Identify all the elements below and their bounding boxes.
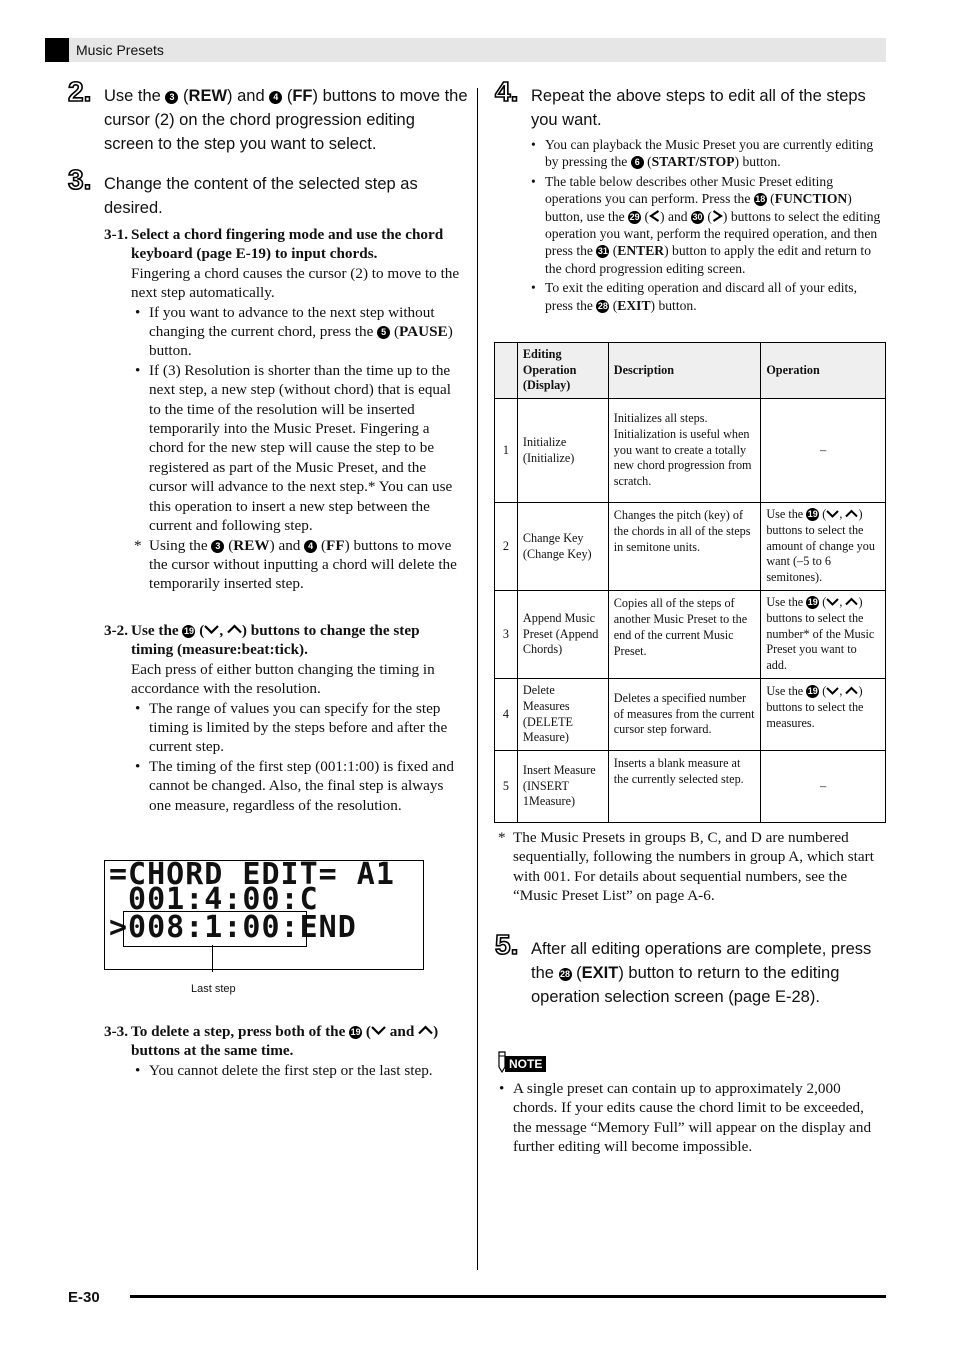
asterisk-note	[495, 828, 883, 906]
step-2-part: ) and	[227, 87, 270, 105]
section-title: Music Presets	[76, 42, 164, 58]
ff-key-label: FF	[326, 536, 345, 554]
lcd-line-2: 001:4:00:C	[109, 882, 319, 917]
text: (	[819, 684, 827, 698]
button-number-badge: 19	[350, 1027, 361, 1037]
list-item: • If (3) Resolution is shorter than the time up to the next step, a new step (without chord) that is equal to the time of the resolution will be inserted temporarily into the Music Preset. Fingering a chord for the new step will cause the step to be registered as part of the Music Preset, and the cursor will advance to the next step.* You can use this operation to insert a new step between the current and following step.	[131, 361, 464, 536]
text: ) button.	[650, 297, 697, 313]
up-arrow-icon	[845, 686, 858, 695]
text: (	[317, 536, 327, 554]
operation-description: Copies all of the steps of another Music Preset to the end of the current Music Preset.	[608, 591, 761, 679]
row-number: 1	[495, 399, 518, 503]
text: (	[571, 964, 582, 982]
step-4-bullets	[527, 136, 883, 314]
left-arrow-icon	[649, 210, 660, 222]
text: (	[195, 622, 205, 639]
table-row	[495, 591, 886, 679]
text: (	[819, 506, 827, 521]
text: ) button to apply the edit and return to the chord progression editing screen.	[545, 243, 872, 276]
section-header	[45, 38, 886, 62]
button-number-badge: 3	[165, 91, 178, 104]
substep-heading: Select a chord fingering mode and use the chord keyboard (page E-19) to input chords.	[131, 226, 444, 263]
substep-3-1	[104, 225, 464, 594]
text: The Music Presets in groups B, C, and D are numbered sequentially, following the numbers in group A, which start with 001. For details about sequential numbers, see the “Music Preset List” on page A-6.	[513, 829, 874, 905]
text: ) button.	[149, 323, 453, 360]
table-header-cell	[495, 343, 518, 399]
text: ) buttons to change the step timing (measure:beat:tick).	[131, 622, 420, 659]
text: ) buttons to select the amount of change you want (–5 to 6 semitones).	[766, 506, 875, 585]
text: The table below describes other Music Preset editing operations you can perform. Press the	[545, 173, 834, 207]
exit-key-label: EXIT	[581, 964, 619, 982]
step-2-part: (	[282, 87, 293, 105]
step-3-number: 3.	[68, 164, 92, 195]
pause-key-label: PAUSE	[399, 323, 448, 341]
button-number-badge: 5	[377, 326, 390, 339]
substep-label: 3-3.	[104, 1023, 129, 1040]
operation-instruction: Use the 19 ( , ) buttons to select the measures.	[761, 679, 886, 751]
operation-instruction: –	[761, 751, 886, 823]
down-arrow-icon	[371, 1025, 386, 1035]
asterisk-mark: *	[134, 536, 142, 554]
step-2-part: Use the	[104, 87, 166, 105]
button-number-badge: 28	[597, 300, 608, 311]
operation-name: Append Music Preset (Append Chords)	[517, 591, 608, 679]
text: (	[703, 208, 712, 224]
row-number: 3	[495, 591, 518, 679]
substep-label: 3-1.	[104, 226, 129, 243]
table-row	[495, 503, 886, 591]
text: You can playback the Music Preset you are currently editing by pressing the	[545, 137, 874, 170]
column-divider	[477, 88, 478, 1270]
list-item: • You cannot delete the first step or the last step.	[131, 1061, 464, 1080]
table-row	[495, 399, 886, 503]
text: ) button.	[734, 154, 781, 170]
table-row	[495, 679, 886, 751]
text: (	[609, 243, 618, 259]
step-4-number: 4.	[495, 76, 519, 107]
text: (	[224, 536, 234, 554]
operation-instruction: Use the 19 ( , ) buttons to select the number* of the Music Preset you want to add.	[761, 591, 886, 679]
header-marker	[45, 38, 69, 62]
list-item	[527, 279, 883, 314]
substep-text: Fingering a chord causes the cursor (2) to move to the next step automatically.	[131, 264, 460, 302]
button-number-badge: 19	[183, 626, 194, 636]
text: Use the	[766, 594, 807, 609]
step-3-text: Change the content of the selected step as desired.	[104, 175, 418, 217]
substep-text: Each press of either button changing the timing in accordance with the resolution.	[131, 660, 435, 698]
up-arrow-icon	[227, 624, 242, 634]
text: (	[819, 594, 827, 609]
operation-name: Insert Measure (INSERT 1Measure)	[517, 751, 608, 823]
button-number-badge: 19	[807, 686, 818, 696]
down-arrow-icon	[826, 686, 839, 695]
enter-key-label: ENTER	[617, 243, 665, 259]
list-item: • The range of values you can specify for the step timing is limited by the steps before and after the current step.	[131, 699, 464, 757]
callout-line	[212, 945, 213, 972]
text: (	[390, 323, 400, 341]
text: Use the	[131, 622, 183, 639]
asterisk-mark: *	[498, 829, 506, 846]
text: (	[641, 208, 650, 224]
row-number: 2	[495, 503, 518, 591]
rew-key-label: REW	[188, 87, 228, 105]
lcd-line-3: >008:1:00:END	[109, 910, 357, 945]
text: ) and	[660, 208, 691, 224]
substep-heading	[131, 1023, 438, 1059]
operation-description: Initializes all steps. Initialization is useful when you want to create a totally new chord progression from scratch.	[608, 399, 761, 503]
text: ) buttons at the same time.	[131, 1023, 439, 1060]
button-number-badge: 3	[211, 540, 224, 553]
page-number: E-30	[68, 1289, 100, 1306]
operation-instruction: Use the 19 ( , ) buttons to select the amount of change you want (–5 to 6 semitones).	[761, 503, 886, 591]
substep-3-3	[104, 1022, 464, 1080]
table-header-row	[495, 343, 886, 399]
text: (	[362, 1023, 371, 1040]
table-header-cell: Operation	[761, 343, 886, 399]
button-number-badge: 4	[304, 540, 317, 553]
editing-operations-table	[494, 342, 886, 823]
up-arrow-icon	[418, 1025, 433, 1035]
button-number-badge: 30	[692, 211, 703, 222]
table-header-cell: Editing Operation (Display)	[517, 343, 608, 399]
text: Use the	[766, 684, 807, 698]
text: ) buttons to select the measures.	[766, 684, 864, 730]
text: and	[385, 1023, 419, 1040]
text: To exit the editing operation and discard all of your edits, press the	[545, 280, 857, 313]
operation-description: Deletes a specified number of measures from the current cursor step forward.	[608, 679, 761, 751]
footer-rule	[130, 1295, 886, 1298]
text: (	[766, 191, 775, 207]
text: Using the	[149, 536, 212, 554]
button-number-badge: 19	[807, 596, 818, 607]
step-5-number: 5.	[495, 929, 519, 960]
text: (	[609, 297, 618, 313]
text: (	[643, 154, 652, 170]
down-arrow-icon	[826, 597, 839, 606]
text: After all editing operations are complete, press the	[531, 940, 872, 982]
down-arrow-icon	[204, 624, 219, 634]
note-body	[495, 1079, 885, 1157]
list-item: • The timing of the first step (001:1:00) is fixed and cannot be changed. Also, the final step is always one measure, regardless of the resolution.	[131, 757, 464, 815]
right-arrow-icon	[712, 210, 723, 222]
operation-name: Change Key (Change Key)	[517, 503, 608, 591]
up-arrow-icon	[845, 509, 858, 518]
operation-name: Initialize (Initialize)	[517, 399, 608, 503]
row-number: 4	[495, 679, 518, 751]
text: ) button to return to the editing operation selection screen (page E-28).	[531, 964, 840, 1006]
up-arrow-icon	[845, 597, 858, 606]
list-item	[527, 136, 883, 171]
substep-3-2	[104, 621, 464, 815]
list-item	[527, 173, 883, 277]
substep-label: 3-2.	[104, 622, 129, 639]
lcd-display	[104, 857, 424, 970]
table-row	[495, 751, 886, 823]
lcd-selection-box	[123, 911, 307, 947]
text: Use the	[766, 506, 807, 521]
down-arrow-icon	[826, 509, 839, 518]
lcd-line-1: =CHORD EDIT= A1	[109, 857, 395, 892]
button-number-badge: 4	[269, 91, 282, 104]
text: ) buttons to select the number* of the Music Preset you want to add.	[766, 594, 875, 673]
button-number-badge: 29	[629, 211, 640, 222]
text: To delete a step, press both of the	[131, 1023, 350, 1040]
row-number: 5	[495, 751, 518, 823]
substep-heading: Use the 19 ( , ) buttons to change the step timing (measure:beat:tick).	[131, 622, 420, 659]
function-key-label: FUNCTION	[774, 191, 848, 207]
button-number-badge: 18	[755, 194, 766, 205]
text: ) buttons to move the cursor without inputting a chord will delete the temporarily inserted step.	[149, 536, 457, 593]
button-number-badge: 31	[597, 246, 608, 257]
ff-key-label: FF	[292, 87, 313, 105]
operation-name: Delete Measures (DELETE Measure)	[517, 679, 608, 751]
step-5-text	[531, 937, 881, 1009]
step-2-number: 2.	[68, 76, 92, 107]
lcd-caption: Last step	[191, 983, 236, 995]
text: If you want to advance to the next step without changing the current chord, press the	[149, 303, 435, 341]
button-number-badge: 6	[631, 156, 644, 169]
note-label: NOTE	[505, 1056, 546, 1072]
list-item: • A single preset can contain up to approximately 2,000 chords. If your edits cause the chord limit to be exceeded, the message “Memory Full” will appear on the display and further editing will become impossible.	[495, 1079, 885, 1157]
start-stop-key-label: START/STOP	[651, 154, 735, 170]
rew-key-label: REW	[233, 536, 270, 554]
asterisk-note	[131, 536, 464, 594]
step-2-text	[104, 84, 469, 156]
text: ) and	[269, 536, 305, 554]
step-4-text: Repeat the above steps to edit all of the steps you want.	[531, 87, 866, 129]
table-header-cell: Description	[608, 343, 761, 399]
button-number-badge: 19	[807, 508, 818, 519]
text: ) button, use the	[545, 191, 852, 224]
text: ) buttons to select the editing operation you want, perform the required operation, and then press the	[545, 208, 881, 259]
list-item	[131, 303, 464, 361]
button-number-badge: 28	[560, 969, 571, 979]
operation-description: Inserts a blank measure at the currently selected step.	[608, 751, 761, 823]
table-footnote	[495, 828, 883, 906]
exit-key-label: EXIT	[617, 297, 651, 313]
step-2-part: ) buttons to move the cursor (2) on the chord progression editing screen to the step you want to select.	[104, 87, 468, 153]
operation-description: Changes the pitch (key) of the chords in all of the steps in semitone units.	[608, 503, 761, 591]
step-2-part: (	[178, 87, 189, 105]
operation-instruction: –	[761, 399, 886, 503]
